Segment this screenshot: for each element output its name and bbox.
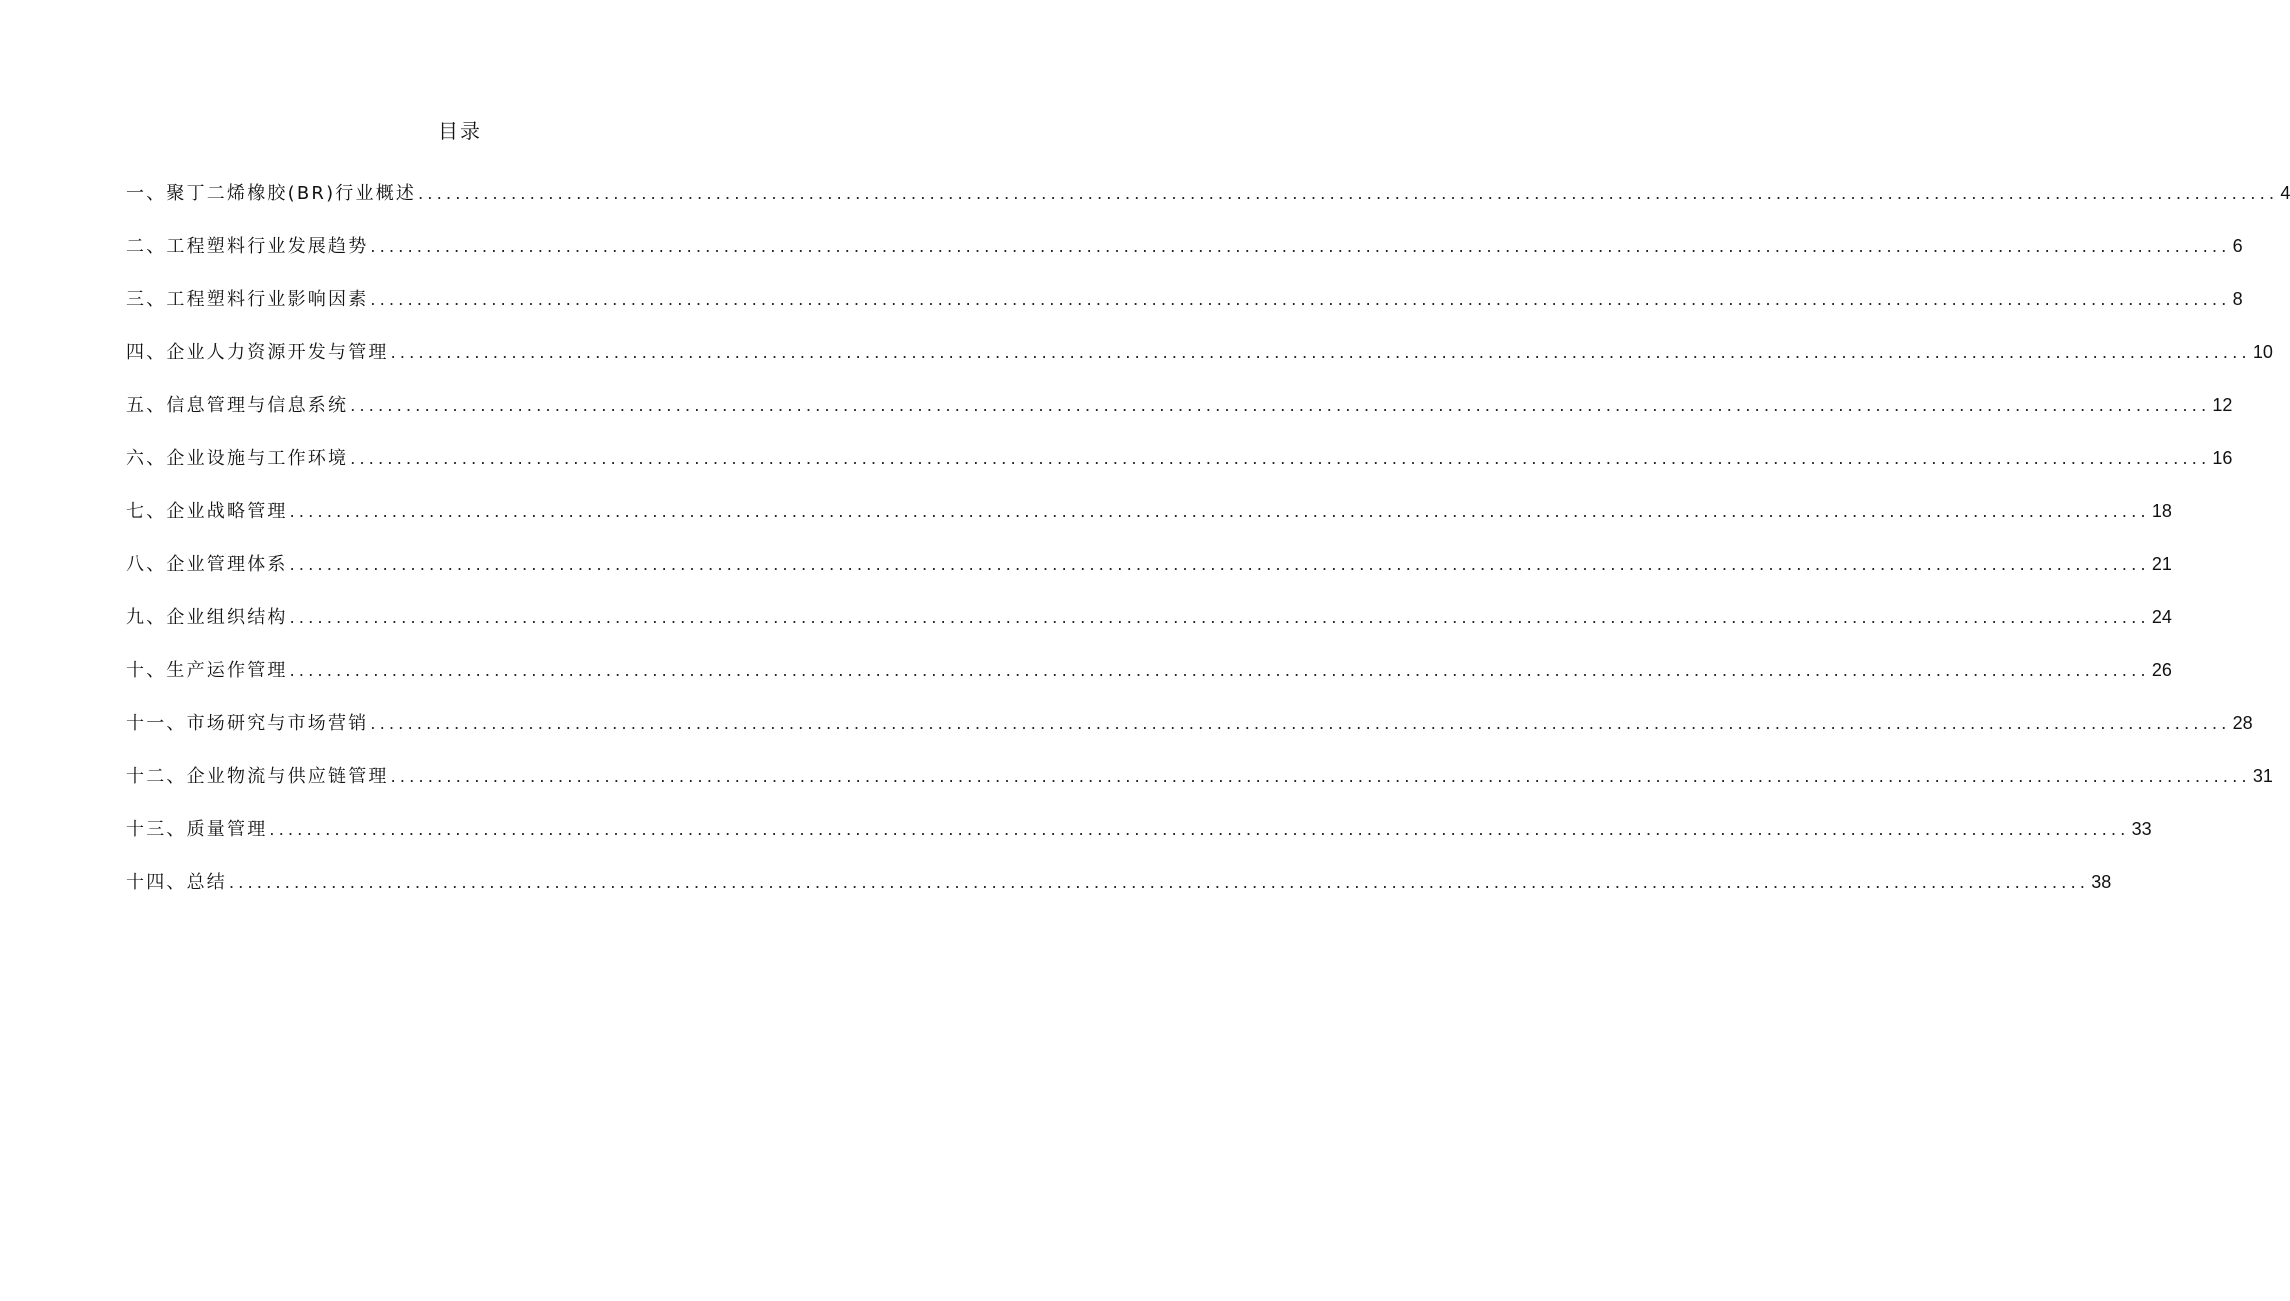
toc-entry-page-number: 16 [2212,448,2233,468]
toc-dot-leader: ........................................................................................................................................................................................................ [390,766,2251,786]
toc-entry-page-number: 31 [2252,766,2273,786]
toc-dot-leader: ........................................................................................................................................................................................................ [289,660,2150,680]
toc-entry-label: 十三、质量管理 [126,819,268,840]
toc-entry-page-number: 38 [2091,872,2112,892]
toc-dot-leader: ........................................................................................................................................................................................................ [229,872,2090,892]
toc-entry-label: 七、企业战略管理 [126,501,288,522]
toc-dot-leader: ........................................................................................................................................................................................................ [370,236,2231,256]
toc-entry-page-number: 33 [2131,819,2152,839]
toc-entry-page-number: 6 [2232,236,2243,256]
toc-entry[interactable] [126,865,2112,918]
toc-entry-label: 九、企业组织结构 [126,607,288,628]
toc-entry-label: 八、企业管理体系 [126,554,288,575]
toc-entry[interactable] [126,812,2152,865]
toc-entry[interactable] [126,706,2253,759]
toc-dot-leader: ........................................................................................................................................................................................................ [289,607,2150,627]
toc-entry-label: 二、工程塑料行业发展趋势 [126,236,369,257]
toc-entry-page-number: 26 [2151,660,2172,680]
toc-entry[interactable] [126,229,2243,282]
toc-entry[interactable] [126,653,2172,706]
toc-dot-leader: ........................................................................................................................................................................................................ [289,554,2150,574]
toc-dot-leader: ........................................................................................................................................................................................................ [350,395,2211,415]
toc-entry-label: 十二、企业物流与供应链管理 [126,766,389,787]
toc-entry-page-number: 21 [2151,554,2172,574]
toc-entry[interactable] [126,600,2172,653]
toc-entry-label: 六、企业设施与工作环境 [126,448,349,469]
toc-entry[interactable] [126,494,2172,547]
toc-entry-page-number: 24 [2151,607,2172,627]
toc-entry-label: 十、生产运作管理 [126,660,288,681]
toc-entry-page-number: 4 [2280,183,2290,203]
toc-dot-leader: ........................................................................................................................................................................................................ [418,183,2279,203]
toc-entry[interactable] [126,759,2273,812]
toc-entry-label: 十一、市场研究与市场营销 [126,713,369,734]
toc-list [126,176,2290,918]
toc-dot-leader: ........................................................................................................................................................................................................ [350,448,2211,468]
toc-entry-page-number: 10 [2252,342,2273,362]
toc-entry[interactable] [126,547,2172,600]
toc-title: 目录 [438,119,482,143]
toc-entry[interactable] [126,335,2273,388]
toc-entry-page-number: 28 [2232,713,2253,733]
toc-entry-page-number: 8 [2232,289,2243,309]
toc-entry-label: 十四、总结 [126,872,227,893]
toc-entry-label: 五、信息管理与信息系统 [126,395,349,416]
toc-entry-label: 三、工程塑料行业影响因素 [126,289,369,310]
toc-dot-leader: ........................................................................................................................................................................................................ [269,819,2130,839]
toc-entry-label: 四、企业人力资源开发与管理 [126,342,389,363]
toc-entry[interactable] [126,441,2233,494]
toc-entry-label: 一、聚丁二烯橡胶(BR)行业概述 [126,183,417,204]
toc-dot-leader: ........................................................................................................................................................................................................ [370,289,2231,309]
toc-entry[interactable] [126,388,2233,441]
toc-entry[interactable] [126,176,2290,229]
toc-entry-page-number: 18 [2151,501,2172,521]
toc-dot-leader: ........................................................................................................................................................................................................ [370,713,2231,733]
toc-entry-page-number: 12 [2212,395,2233,415]
toc-dot-leader: ........................................................................................................................................................................................................ [289,501,2150,521]
toc-dot-leader: ........................................................................................................................................................................................................ [390,342,2251,362]
toc-entry[interactable] [126,282,2243,335]
